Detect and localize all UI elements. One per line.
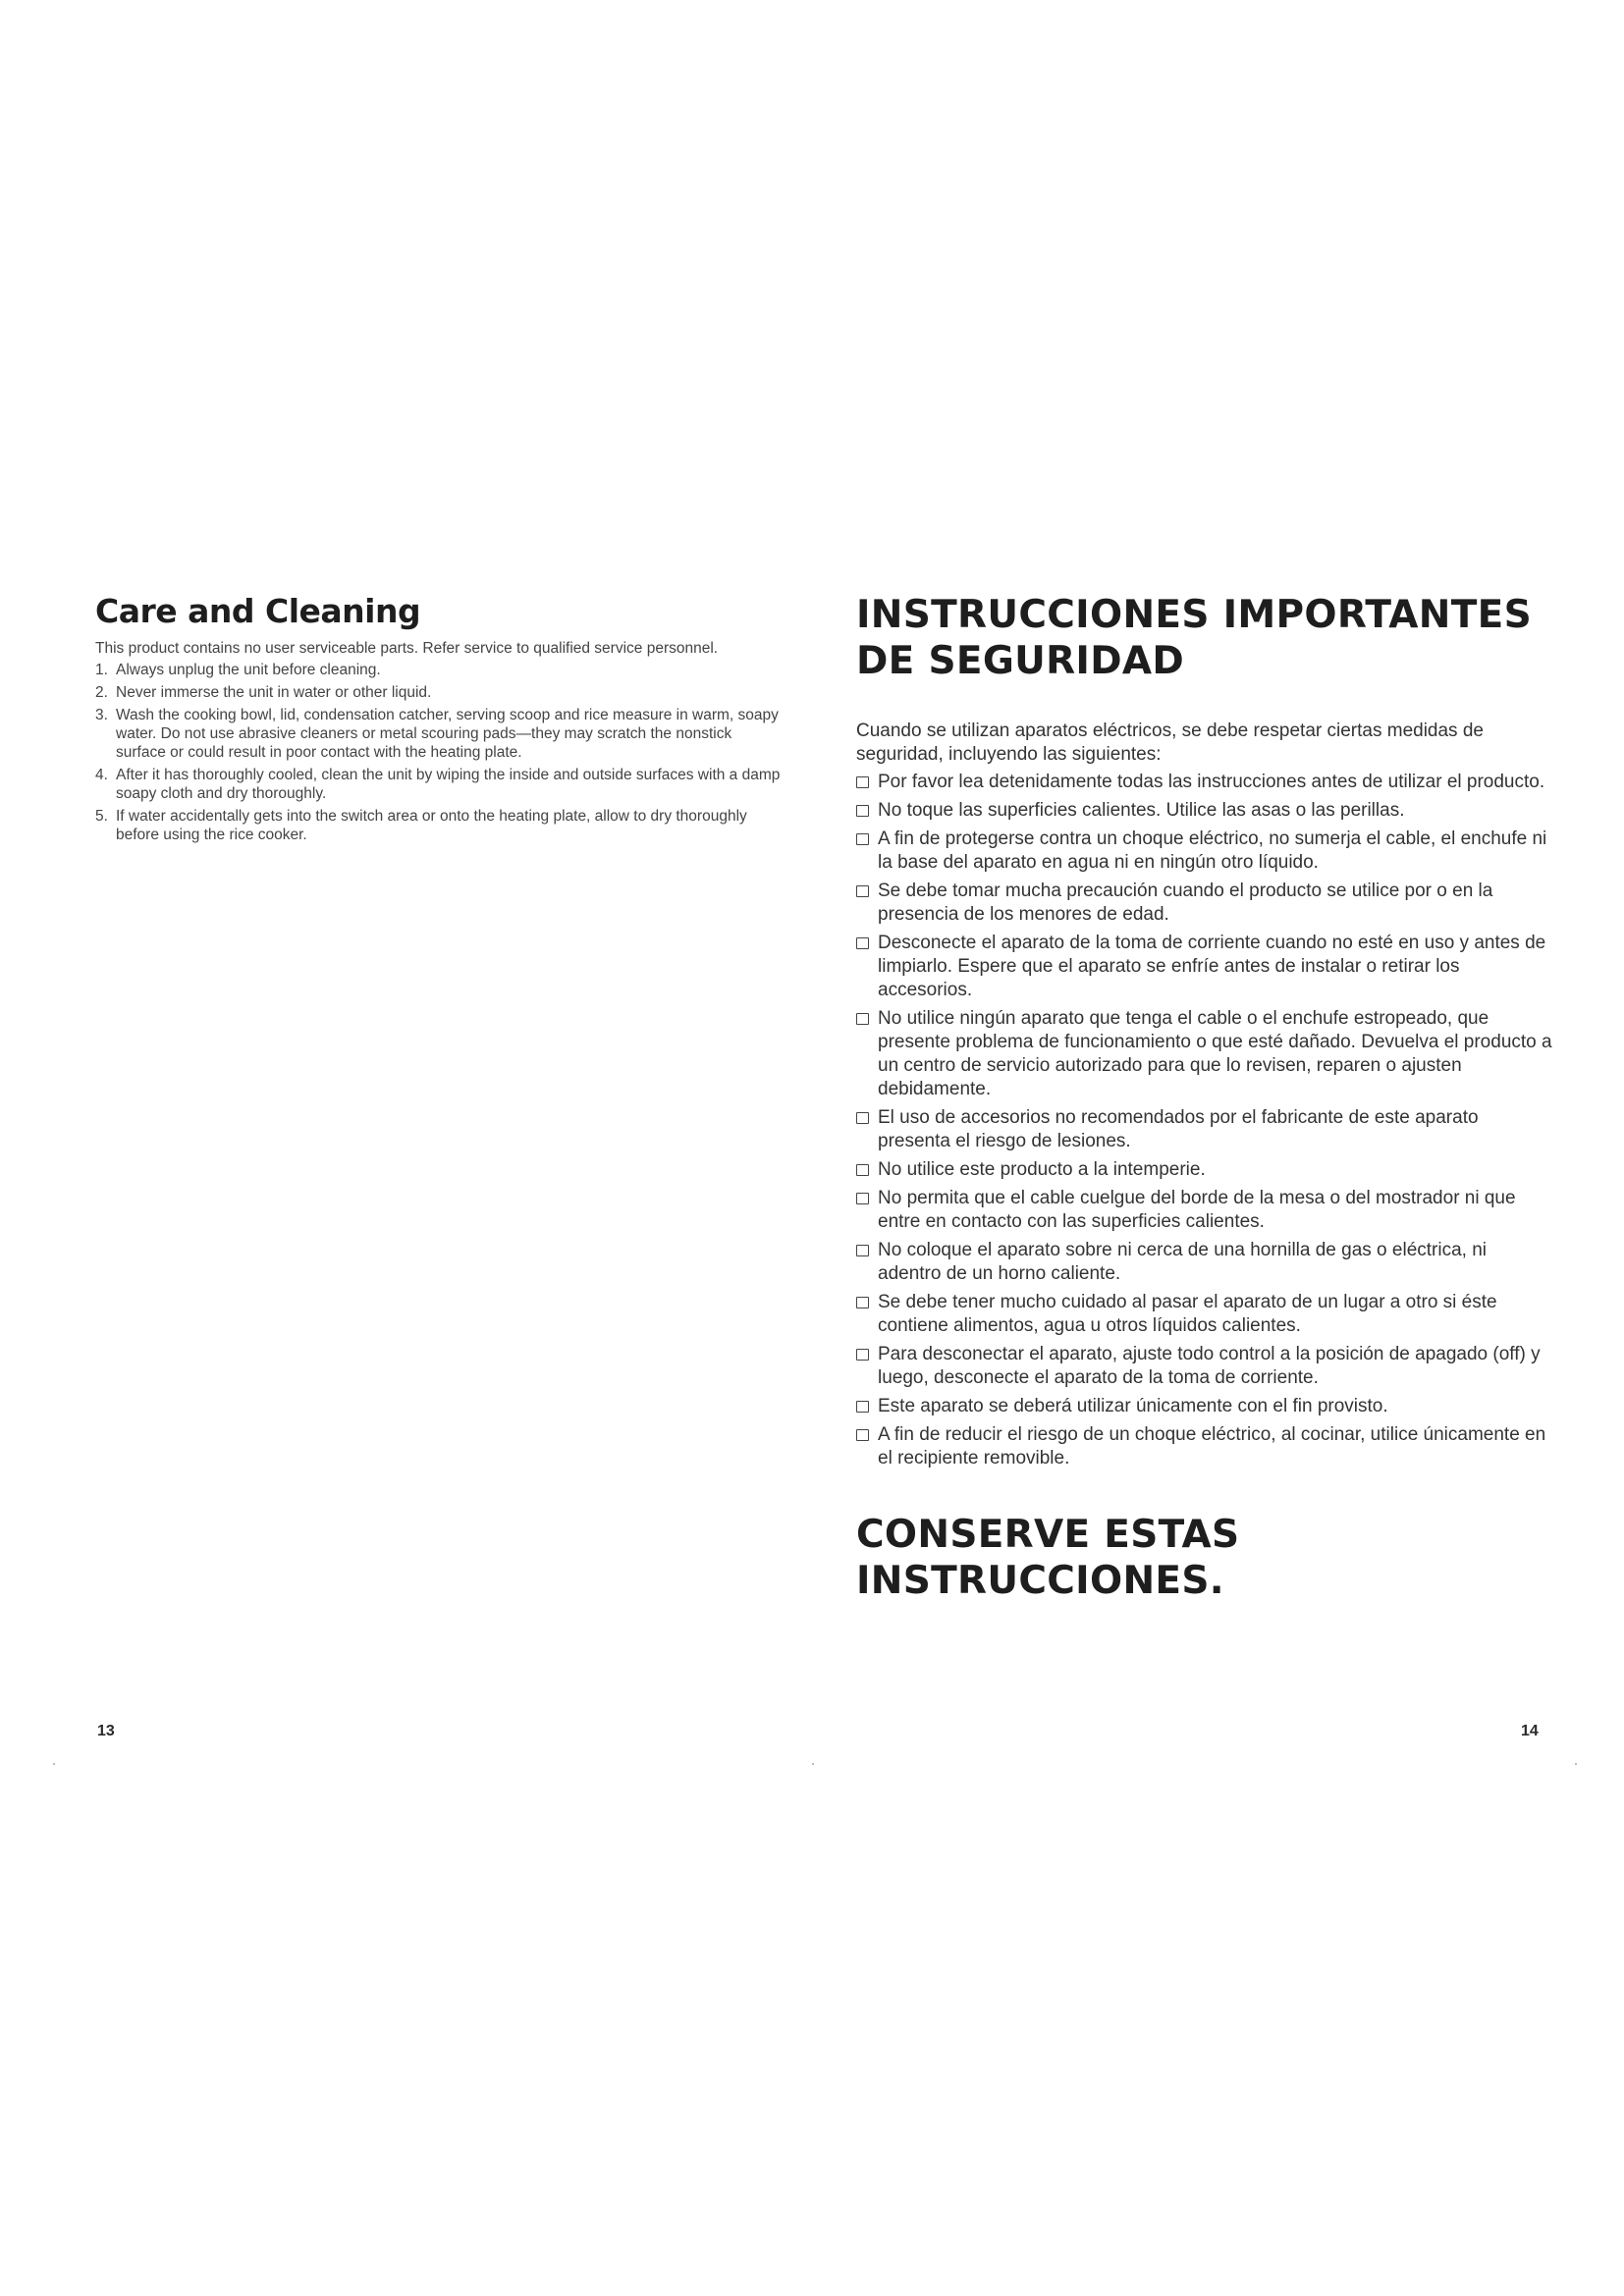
safety-item [856, 1423, 1553, 1470]
conserve-heading [856, 1512, 1553, 1604]
checkbox-icon [856, 937, 869, 949]
safety-item-text: Se debe tomar mucha precaución cuando el producto se utilice por o en la presencia de los menores de edad. [878, 881, 1493, 925]
step-number: 5. [95, 808, 108, 825]
safety-item-text: A fin de protegerse contra un choque eléctrico, no sumerja el cable, el enchufe ni la base del aparato en agua ni en ningún otro líquido. [878, 828, 1547, 873]
safety-item [856, 1291, 1553, 1338]
safety-item [856, 932, 1553, 1002]
safety-heading-line1: INSTRUCCIONES IMPORTANTES [856, 593, 1532, 637]
care-steps-list [95, 661, 783, 844]
care-and-cleaning-section [95, 592, 783, 848]
checkbox-icon [856, 1401, 869, 1413]
checkbox-icon [856, 885, 869, 897]
safety-item-text: No utilice este producto a la intemperie. [878, 1159, 1206, 1180]
checkbox-icon [856, 1429, 869, 1441]
care-intro: This product contains no user serviceable parts. Refer service to qualified service personnel. [95, 640, 719, 657]
safety-item-text: A fin de reducir el riesgo de un choque eléctrico, al cocinar, utilice únicamente en el recipiente removible. [878, 1424, 1546, 1468]
safety-item-text: Este aparato se deberá utilizar únicamente con el fin provisto. [878, 1396, 1388, 1416]
registration-dot [53, 1763, 55, 1765]
step-number: 3. [95, 707, 108, 723]
safety-item-text: Por favor lea detenidamente todas las instrucciones antes de utilizar el producto. [878, 772, 1545, 792]
page-number-right: 14 [1521, 1723, 1539, 1739]
care-step [95, 683, 783, 702]
step-number: 4. [95, 767, 108, 783]
safety-item-text: No utilice ningún aparato que tenga el cable o el enchufe estropeado, que presente problema de funcionamiento o que esté dañado. Devuelva el producto a un centro de servicio autorizado para que lo revisen, reparen o ajusten debidamente. [878, 1008, 1552, 1099]
care-step [95, 661, 783, 679]
care-title: Care and Cleaning [95, 592, 421, 630]
safety-item-text: No coloque el aparato sobre ni cerca de una hornilla de gas o eléctrica, ni adentro de un horno caliente. [878, 1240, 1487, 1284]
checkbox-icon [856, 805, 869, 817]
step-text: Wash the cooking bowl, lid, condensation catcher, serving scoop and rice measure in warm, soapy water. Do not use abrasive cleaners or metal scouring pads—they may scratch the nonstick surface or could result in poor contact with the heating plate. [116, 707, 779, 761]
conserve-heading-line2: INSTRUCCIONES. [856, 1559, 1224, 1603]
registration-dot [812, 1763, 814, 1765]
safety-item [856, 1106, 1553, 1153]
checkbox-icon [856, 1245, 869, 1256]
step-number: 2. [95, 684, 108, 701]
safety-item [856, 1007, 1553, 1101]
safety-intro: Cuando se utilizan aparatos eléctricos, se debe respetar ciertas medidas de seguridad, incluyendo las siguientes: [856, 721, 1484, 765]
checkbox-icon [856, 776, 869, 788]
safety-item [856, 1158, 1553, 1182]
safety-item-text: No toque las superficies calientes. Utilice las asas o las perillas. [878, 800, 1405, 821]
step-text: Never immerse the unit in water or other liquid. [116, 684, 432, 701]
safety-item-text: Desconecte el aparato de la toma de corriente cuando no esté en uso y antes de limpiarlo. Espere que el aparato se enfríe antes de instalar o retirar los accesorios. [878, 933, 1546, 1000]
safety-list [856, 771, 1553, 1470]
care-step [95, 807, 783, 844]
safety-item-text: Para desconectar el aparato, ajuste todo control a la posición de apagado (off) y luego, desconecte el aparato de la toma de corriente. [878, 1344, 1541, 1388]
conserve-heading-line1: CONSERVE ESTAS [856, 1513, 1240, 1557]
safety-item [856, 1239, 1553, 1286]
safety-heading [856, 592, 1553, 684]
registration-dot [1575, 1763, 1577, 1765]
safety-item [856, 1343, 1553, 1390]
step-text: Always unplug the unit before cleaning. [116, 662, 381, 678]
care-step [95, 766, 783, 803]
safety-item-text: El uso de accesorios no recomendados por el fabricante de este aparato presenta el riesgo de lesiones. [878, 1107, 1479, 1151]
checkbox-icon [856, 1112, 869, 1124]
checkbox-icon [856, 1193, 869, 1204]
step-number: 1. [95, 662, 108, 678]
checkbox-icon [856, 1297, 869, 1308]
safety-item [856, 828, 1553, 875]
step-text: After it has thoroughly cooled, clean the unit by wiping the inside and outside surfaces with a damp soapy cloth and dry thoroughly. [116, 767, 781, 802]
step-text: If water accidentally gets into the switch area or onto the heating plate, allow to dry thoroughly before using the rice cooker. [116, 808, 747, 843]
safety-item [856, 880, 1553, 927]
safety-item-text: No permita que el cable cuelgue del borde de la mesa o del mostrador ni que entre en contacto con las superficies calientes. [878, 1188, 1516, 1232]
safety-item [856, 771, 1553, 794]
safety-item [856, 799, 1553, 823]
safety-heading-line2: DE SEGURIDAD [856, 639, 1185, 683]
checkbox-icon [856, 833, 869, 845]
checkbox-icon [856, 1349, 869, 1361]
safety-item [856, 1395, 1553, 1418]
page-number-left: 13 [97, 1723, 115, 1739]
safety-item [856, 1187, 1553, 1234]
checkbox-icon [856, 1164, 869, 1176]
safety-instructions-section [856, 592, 1553, 1604]
safety-item-text: Se debe tener mucho cuidado al pasar el aparato de un lugar a otro si éste contiene alimentos, agua u otros líquidos calientes. [878, 1292, 1497, 1336]
care-step [95, 706, 783, 762]
checkbox-icon [856, 1013, 869, 1025]
